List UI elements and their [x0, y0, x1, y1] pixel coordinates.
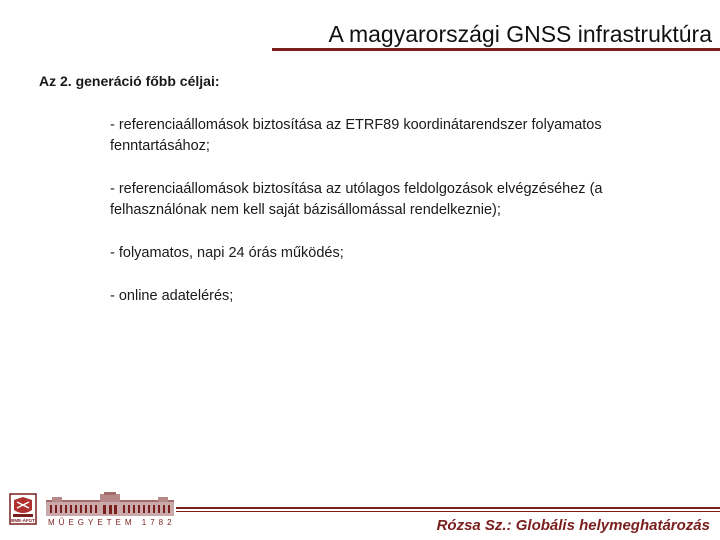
- slide-subtitle: Az 2. generáció főbb céljai:: [39, 73, 220, 89]
- university-building-icon: [46, 492, 174, 516]
- title-underline: [272, 48, 720, 51]
- logo-text: BME-ÁFGT: [11, 518, 35, 523]
- slide-title: A magyarországi GNSS infrastruktúra: [328, 21, 712, 47]
- logo-caption: MŰEGYETEM 1782: [48, 518, 176, 527]
- bullet-list: [110, 115, 670, 329]
- bullet-item: - online adatelérés;: [110, 288, 234, 304]
- footer-author-title: Rózsa Sz.: Globális helymeghatározás: [436, 517, 710, 534]
- bullet-item: - folyamatos, napi 24 órás működés;: [110, 245, 344, 261]
- university-crest-icon: [8, 492, 38, 530]
- bullet-item: - referenciaállomások biztosítása az ETRF89 koordinátarendszer folyamatos fenntartásához;: [110, 117, 602, 154]
- footer-rule: [176, 507, 720, 509]
- footer-rule-thin: [176, 511, 720, 512]
- bullet-item: - referenciaállomások biztosítása az utólagos feldolgozások elvégzéséhez (a felhasználónak nem kell saját bázisállomással rendelkeznie);: [110, 181, 603, 218]
